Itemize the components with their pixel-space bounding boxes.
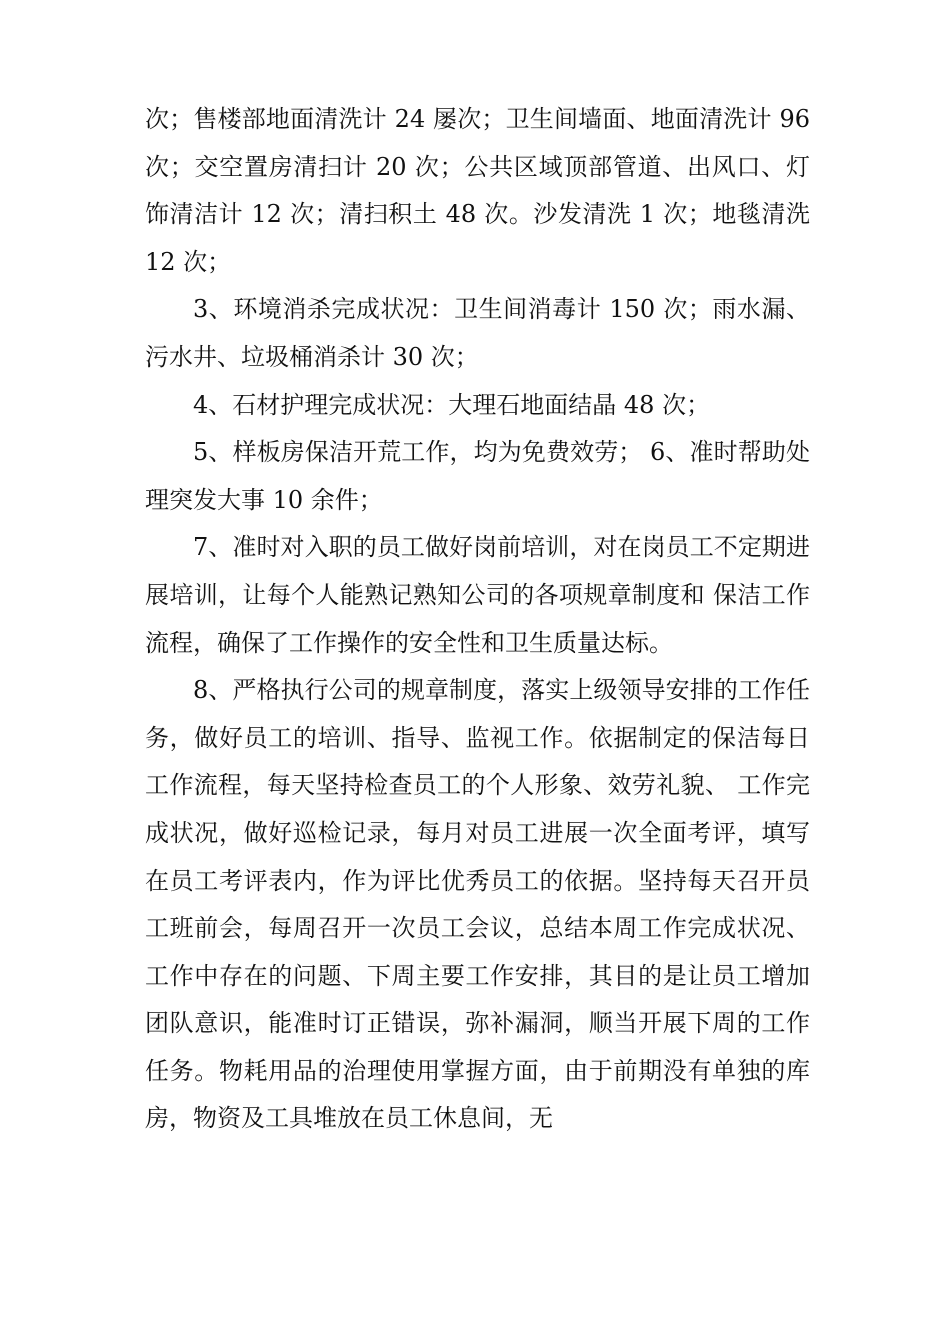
document-body — [145, 96, 810, 1143]
paragraph-item-8: 8、严格执行公司的规章制度，落实上级领导安排的工作任务，做好员工的培训、指导、监视工作。依据制定的保洁每日工作流程，每天坚持检查员工的个人形象、效劳礼貌、 工作完成状况，做好巡检记录，每月对员工进展一次全面考评，填写在员工考评表内，作为评比优秀员工的依据。坚持每天召开员工班前会，每周召开一次员工会议，总结本周工作完成状况、工作中存在的问题、下周主要工作安排，其目的是让员工增加团队意识，能准时订正错误，弥补漏洞，顺当开展下周的工作任务。物耗用品的治理使用掌握方面，由于前期没有单独的库房，物资及工具堆放在员工休息间，无 — [145, 676, 810, 1133]
paragraph-continued: 次；售楼部地面清洗计 24 屡次；卫生间墙面、地面清洗计 96 次；交空置房清扫计 20 次；公共区域顶部管道、出风口、灯饰清洁计 12 次；清扫积土 48 次。沙发清洗 1 次；地毯清洗 12 次； — [145, 105, 810, 276]
paragraph-item-4: 4、石材护理完成状况：大理石地面结晶 48 次； — [193, 390, 711, 419]
paragraph-item-5-6: 5、样板房保洁开荒工作，均为免费效劳； 6、准时帮助处理突发大事 10 余件； — [145, 438, 810, 514]
paragraph-item-7: 7、准时对入职的员工做好岗前培训，对在岗员工不定期进展培训，让每个人能熟记熟知公司的各项规章制度和 保洁工作流程，确保了工作操作的安全性和卫生质量达标。 — [145, 533, 810, 657]
paragraph-item-3: 3、环境消杀完成状况：卫生间消毒计 150 次；雨水漏、污水井、垃圾桶消杀计 30 次； — [145, 295, 810, 371]
